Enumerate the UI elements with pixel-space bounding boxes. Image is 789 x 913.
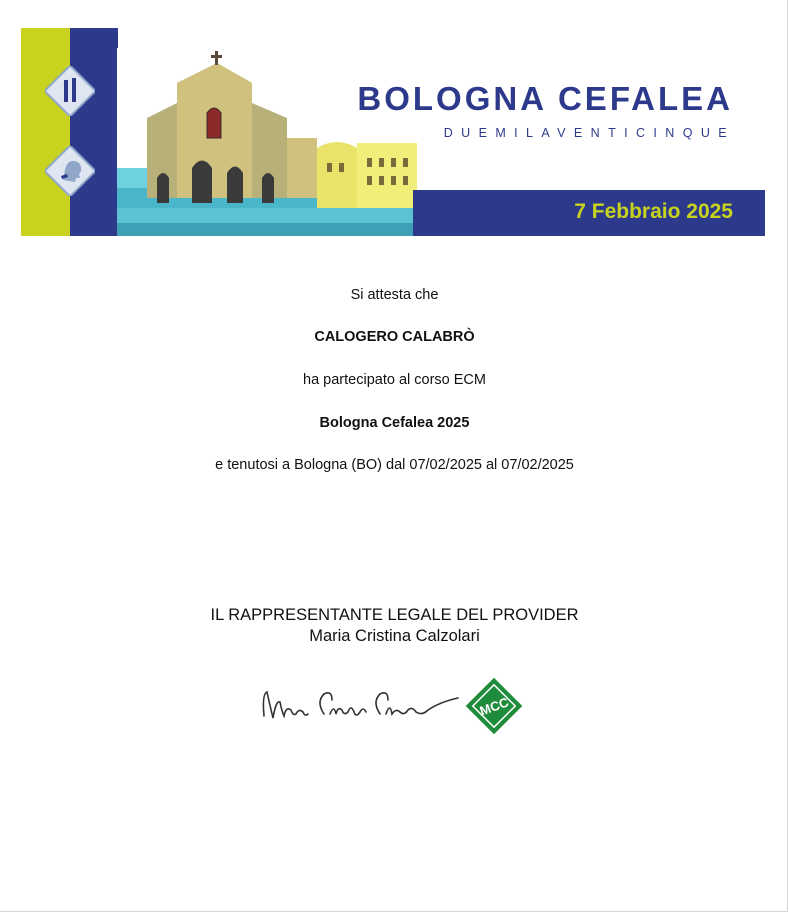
provider-stamp-logo xyxy=(464,676,524,736)
signatory-role: IL RAPPRESENTANTE LEGALE DEL PROVIDER xyxy=(210,606,579,624)
intro-text: Si attesta che xyxy=(350,287,439,303)
event-date: 7 Febbraio 2025 xyxy=(574,200,733,223)
participation-text: ha partecipato al corso ECM xyxy=(303,372,486,388)
signatory-name: Maria Cristina Calzolari xyxy=(309,627,480,645)
basilica-illustration xyxy=(117,48,417,236)
handwritten-signature xyxy=(258,680,463,732)
head-profile-logo-icon xyxy=(45,146,95,196)
course-name: Bologna Cefalea 2025 xyxy=(319,415,470,431)
event-subtitle: DUEMILAVENTICINQUE xyxy=(443,126,735,140)
svg-text:MCC: MCC xyxy=(477,694,511,719)
banner-blue-stripe xyxy=(70,28,118,236)
header-banner xyxy=(21,28,765,236)
event-date-bar xyxy=(413,190,765,236)
course-details: e tenutosi a Bologna (BO) dal 07/02/2025 al 07/02/2025 xyxy=(215,457,574,473)
banner-lime-stripe xyxy=(21,28,70,236)
pillars-logo-icon xyxy=(45,66,95,116)
participant-name: CALOGERO CALABRÒ xyxy=(314,329,475,345)
event-title: BOLOGNA CEFALEA xyxy=(357,80,733,117)
